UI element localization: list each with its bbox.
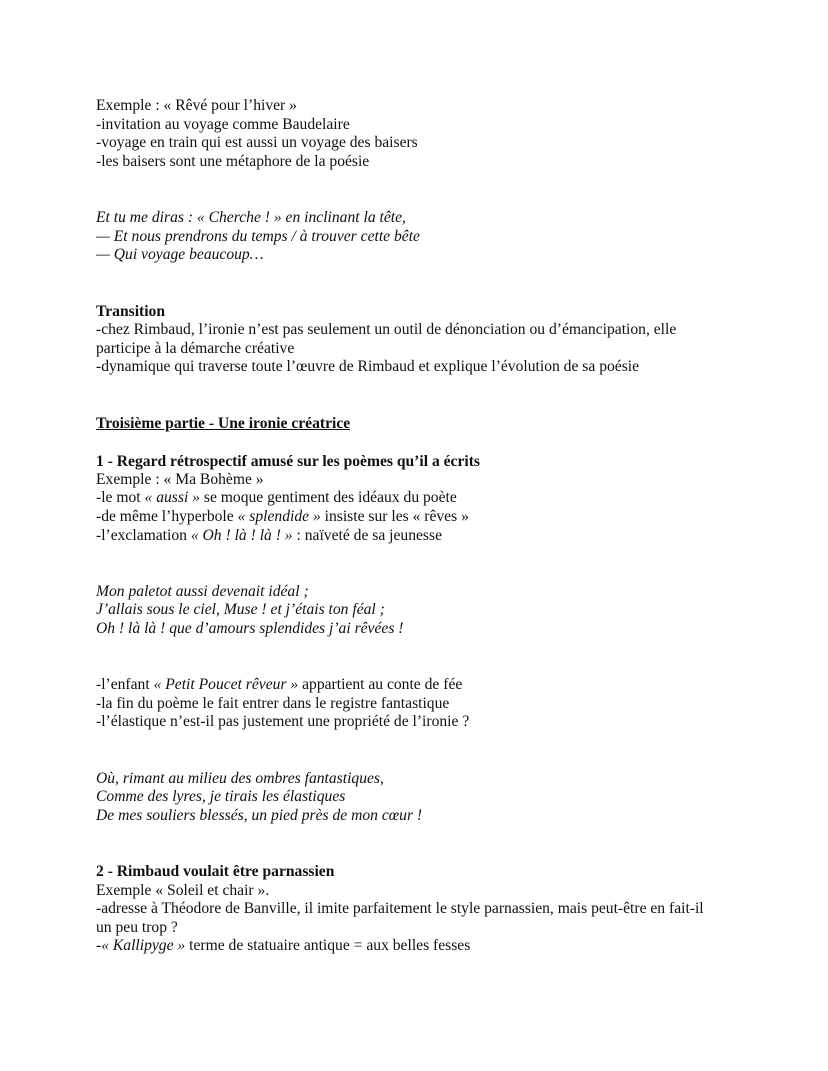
quote-line: Où, rimant au milieu des ombres fantastiques, [96, 770, 384, 787]
section-heading-2: 2 - Rimbaud voulait être parnassien [96, 863, 335, 880]
bullet-line: -« Kallipyge » terme de statuaire antique = aux belles fesses [96, 937, 471, 954]
bullet-line: -de même l’hyperbole « splendide » insiste sur les « rêves » [96, 508, 469, 525]
bullet-line: un peu trop ? [96, 919, 178, 936]
transition-heading: Transition [96, 303, 166, 320]
transition-line: participe à la démarche créative [96, 340, 295, 357]
bullet-line: -voyage en train qui est aussi un voyage des baisers [96, 134, 418, 151]
bullet-line: -l’enfant « Petit Poucet rêveur » appartient au conte de fée [96, 676, 463, 693]
example-soleil-chair: Exemple « Soleil et chair ». [96, 882, 270, 899]
quote-line: J’allais sous le ciel, Muse ! et j’étais ton féal ; [96, 601, 385, 618]
quote-line: Comme des lyres, je tirais les élastiques [96, 788, 346, 805]
example-reve-hiver: Exemple : « Rêvé pour l’hiver » [96, 97, 297, 114]
bullet-line: -l’exclamation « Oh ! là ! là ! » : naïveté de sa jeunesse [96, 527, 442, 544]
bullet-line: -invitation au voyage comme Baudelaire [96, 116, 350, 133]
section-heading-1: 1 - Regard rétrospectif amusé sur les poèmes qu’il a écrits [96, 453, 480, 470]
bullet-line: -la fin du poème le fait entrer dans le registre fantastique [96, 695, 450, 712]
bullet-line: -le mot « aussi » se moque gentiment des idéaux du poète [96, 489, 457, 506]
quote-line: Oh ! là là ! que d’amours splendides j’ai rêvées ! [96, 620, 404, 637]
quote-line: — Qui voyage beaucoup… [96, 246, 264, 263]
example-ma-boheme: Exemple : « Ma Bohème » [96, 471, 264, 488]
part-title: Troisième partie - Une ironie créatrice [96, 415, 351, 432]
bullet-line: -adresse à Théodore de Banville, il imite parfaitement le style parnassien, mais peut-être en fait-il [96, 900, 704, 917]
transition-line: -dynamique qui traverse toute l’œuvre de Rimbaud et explique l’évolution de sa poésie [96, 358, 640, 375]
bullet-line: -l’élastique n’est-il pas justement une propriété de l’ironie ? [96, 713, 470, 730]
transition-line: -chez Rimbaud, l’ironie n’est pas seulement un outil de dénonciation ou d’émancipation, elle [96, 321, 677, 338]
quote-line: Mon paletot aussi devenait idéal ; [96, 583, 309, 600]
quote-line: De mes souliers blessés, un pied près de mon cœur ! [96, 807, 423, 824]
quote-line: — Et nous prendrons du temps / à trouver cette bête [96, 228, 420, 245]
quote-line: Et tu me diras : « Cherche ! » en inclinant la tête, [96, 209, 406, 226]
bullet-line: -les baisers sont une métaphore de la poésie [96, 153, 370, 170]
